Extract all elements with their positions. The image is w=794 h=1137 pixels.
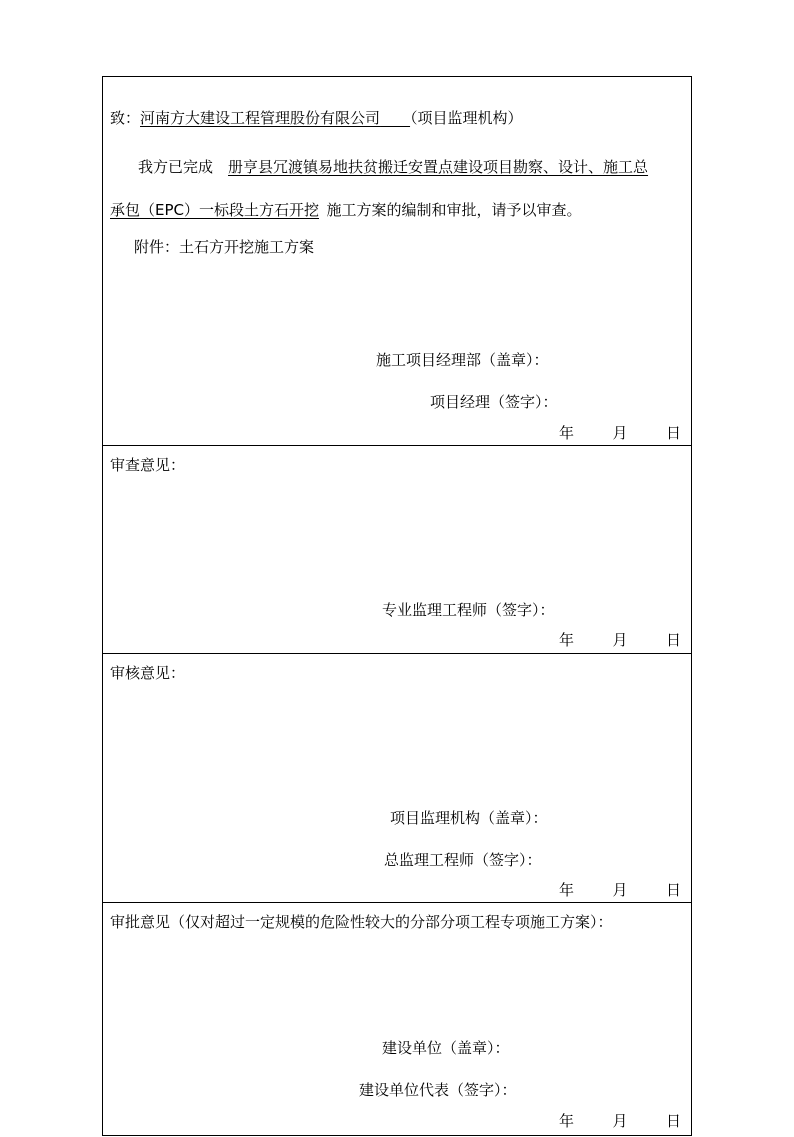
date-row: [559, 630, 681, 650]
submission-section: [103, 77, 691, 446]
addressee-company: 河南方大建设工程管理股份有限公司: [140, 109, 381, 127]
date-day: 日: [665, 881, 681, 899]
supervision-org-stamp-label: 项目监理机构（盖章）：: [390, 809, 548, 827]
statement-suffix: 施工方案的编制和审批，请予以审查。: [326, 201, 582, 219]
addressee-prefix: 致：: [110, 109, 141, 127]
audit-title: 审核意见：: [110, 664, 186, 682]
date-year: 年: [559, 1112, 575, 1130]
chief-engineer-sign-label: 总监理工程师（签字）：: [384, 851, 542, 869]
review-section: [103, 446, 691, 654]
date-year: 年: [559, 424, 575, 442]
statement-line-2: [110, 200, 582, 220]
date-month: 月: [612, 1112, 628, 1130]
addressee-suffix: （项目监理机构）: [410, 109, 523, 127]
owner-representative-sign-label: 建设单位代表（签字）：: [359, 1081, 517, 1099]
date-month: 月: [612, 631, 628, 649]
statement-line-1: [138, 157, 648, 177]
approval-title: 审批意见（仅对超过一定规模的危险性较大的分部分项工程专项施工方案）：: [110, 913, 613, 931]
attachment-line: 附件：土石方开挖施工方案: [134, 238, 315, 256]
review-title: 审查意见：: [110, 456, 186, 474]
date-day: 日: [665, 1112, 681, 1130]
statement-prefix: 我方已完成: [138, 158, 214, 176]
date-row: [559, 1111, 681, 1131]
date-day: 日: [665, 424, 681, 442]
date-row: [559, 880, 681, 900]
date-row: [559, 423, 681, 443]
date-day: 日: [665, 631, 681, 649]
date-month: 月: [612, 881, 628, 899]
date-year: 年: [559, 631, 575, 649]
date-year: 年: [559, 881, 575, 899]
project-dept-stamp-label: 施工项目经理部（盖章）：: [376, 351, 549, 369]
approval-form-table: [102, 76, 692, 1136]
project-name-part2: 承包（EPC）一标段土方石开挖: [110, 201, 319, 219]
project-name-part1: 册亨县冗渡镇易地扶贫搬迁安置点建设项目勘察、设计、施工总: [228, 158, 649, 176]
approval-section: [103, 903, 691, 1137]
specialist-engineer-sign-label: 专业监理工程师（签字）：: [382, 601, 555, 619]
addressee-line: [110, 108, 523, 128]
date-month: 月: [612, 424, 628, 442]
audit-section: [103, 654, 691, 903]
owner-unit-stamp-label: 建设单位（盖章）：: [382, 1039, 510, 1057]
project-manager-sign-label: 项目经理（签字）：: [430, 393, 558, 411]
